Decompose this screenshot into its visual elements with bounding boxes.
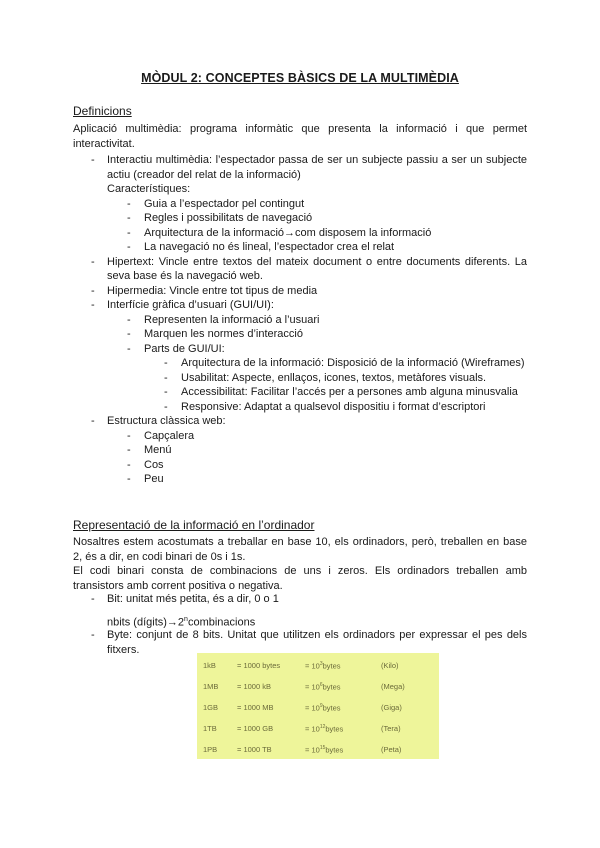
page-title: MÒDUL 2: CONCEPTES BÀSICS DE LA MULTIMÈDIA [141,71,459,85]
list-item: - Representen la informació a l’usuari [107,313,527,328]
list-item: - Marquen les normes d’interacció [107,327,527,342]
list-item: - Bit: unitat més petita, és a dir, 0 o 1 [73,592,527,607]
list-item: - Menú [107,443,527,458]
list-item: - Accessibilitat: Facilitar l’accés per a persones amb alguna minusvalia [144,385,527,400]
paragraph-binary: El codi binari consta de combinacions de uns i zeros. Els ordinadors treballen amb transistors amb corrent positiva o negativa. [73,565,527,592]
list-item: - Regles i possibilitats de navegació [107,211,527,226]
list-item: - Cos [107,458,527,473]
list-item: - Guia a l’espectador pel contingut [107,197,527,212]
list-item: - Arquitectura de la informació: Disposició de la informació (Wireframes) [144,356,527,371]
list-item: - Interfície gràfica d’usuari (GUI/UI): - Representen la informació a l’usuari - Marquen les normes d’interacció - Parts de GUI/UI: - Arquitectura de la informació: Disposició de la informació (Wireframes) - Usabilitat: Aspecte, enllaços, icones, textos, metàfores visuals. - Accessibilitat: Facilitar l’accés per a persones amb alguna minusvalia - Responsive: Adaptat a qualsevol dispositiu i format d’escriptori [73,298,527,414]
table-row: 1PB = 1000 TB = $10^{15}bytes$ (Peta) [203,745,402,755]
list-item: - Estructura clàssica web: - Capçalera - Menú - Cos - Peu [73,414,527,487]
list-item: - Arquitectura de la informació→com disposem la informació [107,226,527,241]
combinations-formula: nbits $(dígits)\to 2^ncombinacions$ [107,616,256,629]
table-row: 1kB = 1000 bytes = $10^3bytes$ (Kilo) [203,661,399,671]
list-item: - Responsive: Adaptat a qualsevol dispositiu i format d’escriptori [144,400,527,415]
table-row: 1TB = 1000 GB = $10^{12}bytes$ (Tera) [203,724,401,734]
intro-paragraph: Aplicació multimèdia: programa informàtic que presenta la informació i que permet interactivitat. [73,123,527,150]
list-item: - Usabilitat: Aspecte, enllaços, icones, textos, metàfores visuals. [144,371,527,386]
list-item: - La navegació no és lineal, l’espectador crea el relat [107,240,527,255]
list-item: - Byte: conjunt de 8 bits. Unitat que utilitzen els ordinadors per expressar el pes dels fitxers. [73,628,527,657]
table-row: 1GB = 1000 MB = $10^9bytes$ (Giga) [203,703,402,713]
section-heading-representacio: Representació de la informació en l’ordinador [73,518,315,532]
list-item: - Peu [107,472,527,487]
definicions-list [73,153,527,487]
paragraph-base: Nosaltres estem acostumats a treballar en base 10, els ordinadors, però, treballen en base 2, és a dir, en codi binari de 0s i 1s. [73,536,527,563]
list-item: - Interactiu multimèdia: l’espectador passa de ser un subjecte passiu a ser un subjecte actiu (creador del relat de la informació) Característiques: - Guia a l’espectador pel contingut - Regles i possibilitats de navegació - Arquitectura de la informació→com disposem la informació - La navegació no és lineal, l’espectador crea el relat [73,153,527,255]
units-table [197,653,439,759]
list-item: - Capçalera [107,429,527,444]
bit-list [73,592,527,607]
list-item: - Parts de GUI/UI: - Arquitectura de la informació: Disposició de la informació (Wireframes) - Usabilitat: Aspecte, enllaços, icones, textos, metàfores visuals. - Accessibilitat: Facilitar l’accés per a persones amb alguna minusvalia - Responsive: Adaptat a qualsevol dispositiu i format d’escriptori [107,342,527,415]
table-row: 1MB = 1000 kB = $10^6bytes$ (Mega) [203,682,405,692]
section-heading-definicions: Definicions [73,104,132,118]
list-item: - Hipertext: Vincle entre textos del mateix document o entre documents diferents. La seva base és la navegació web. [73,255,527,284]
list-item: - Hipermedia: Vincle entre tot tipus de media [73,284,527,299]
